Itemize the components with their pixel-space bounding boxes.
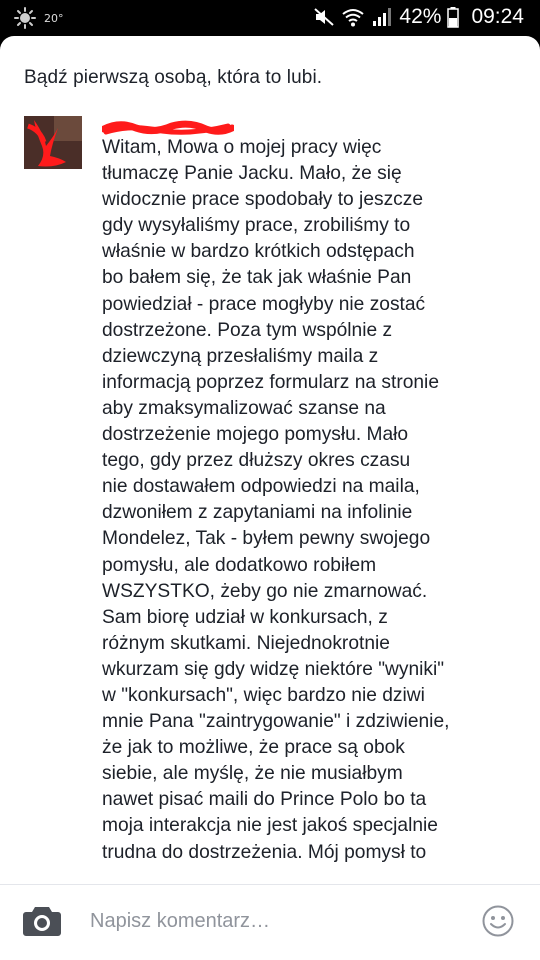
comment-line: trudna do dostrzeżenia. Mój pomysł to (102, 841, 427, 863)
camera-button[interactable] (22, 904, 62, 938)
comment-list[interactable] (0, 114, 540, 884)
comment-line: gdy wysyłaliśmy prace, zrobiliśmy to (102, 215, 411, 237)
comment-line: tego, gdy przez dłuższy okres czasu (102, 450, 411, 472)
comment-line: wkurzam się gdy widzę niektóre "wyniki" (102, 658, 445, 680)
comment-line: w "konkursach", więc bardzo nie dziwi (102, 684, 425, 706)
status-left (14, 7, 64, 29)
wifi-icon (341, 6, 365, 28)
mute-icon (313, 6, 335, 28)
comment-line: mnie Pana "zaintrygowanie" i zdziwienie, (102, 711, 450, 733)
comment-line: Sam biorę udział w konkursach, z (102, 606, 388, 628)
comment-line: różnym skutkami. Niejednokrotnie (102, 632, 390, 654)
comment-line: dostrzeżone. Poza tym wspólnie z (102, 319, 393, 341)
likes-summary[interactable]: Bądź pierwszą osobą, która to lubi. (24, 67, 323, 88)
emoji-icon (481, 904, 515, 938)
comment-line: dzwoniłem z zapytaniami na infolinie (102, 502, 413, 524)
comment-line: tłumaczę Panie Jacku. Mało, że się (102, 163, 402, 185)
comments-sheet (0, 36, 540, 960)
comment-line: pomysłu, ale dodatkowo robiłem (102, 554, 377, 576)
comment-line: Mondelez, Tak - byłem pewny swojego (102, 528, 431, 550)
comment-line: właśnie w bardzo krótkich odstępach (102, 241, 415, 263)
comment-line: nie dostawałem odpowiedzi na maila, (102, 476, 420, 498)
comment-line: WSZYSTKO, żeby go nie zmarnować. (102, 580, 428, 602)
avatar[interactable] (24, 116, 82, 169)
status-right (313, 5, 524, 29)
comment-line: dziewczyną przesłaliśmy maila z (102, 345, 379, 367)
clock: 09:24 (471, 5, 524, 28)
comment-input[interactable] (90, 903, 460, 939)
comment-line: że jak to możliwe, że prace są obok (102, 737, 405, 759)
camera-icon (22, 904, 62, 938)
comment-line: aby zmaksymalizować szanse na (102, 397, 386, 419)
comment-line: moja interakcja nie jest jakoś specjalnie (102, 815, 438, 837)
comment-line: powiedział - prace mogłyby nie zostać (102, 293, 426, 315)
comment-composer (0, 884, 540, 960)
comment-line: informacją poprzez formularz na stronie (102, 371, 439, 393)
status-bar (0, 0, 540, 36)
comment-line: dostrzeżenie mojego pomysłu. Mało (102, 424, 409, 446)
emoji-button[interactable] (481, 904, 515, 938)
battery-percent: 42% (399, 5, 442, 28)
comment-line: siebie, ale myślę, że nie musiałbym (102, 763, 403, 785)
signal-icon (371, 6, 393, 28)
comment-line: nawet pisać maili do Prince Polo bo ta (102, 789, 427, 811)
temperature-label: 20° (44, 11, 64, 25)
comment-line: Witam, Mowa o mojej pracy więc (102, 137, 382, 158)
comment-line: bo bałem się, że tak jak właśnie Pan (102, 267, 412, 289)
comment-body (102, 135, 492, 866)
comment-line: widocznie prace spodobały to jeszcze (102, 189, 424, 211)
battery-icon (447, 6, 459, 28)
weather-sun-icon (14, 7, 36, 29)
